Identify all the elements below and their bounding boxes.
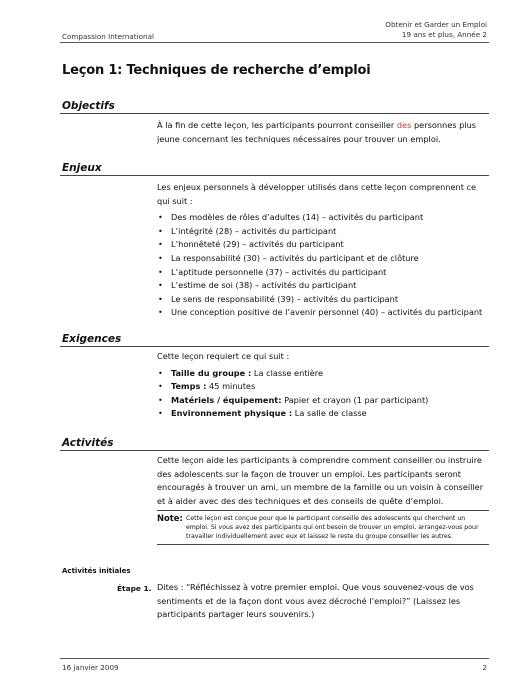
exigences-item-label: Environnement physique :: [171, 408, 293, 419]
section-heading-activites: Activités: [62, 437, 114, 449]
footer-page-number: 2: [482, 663, 487, 672]
note-label: Note:: [157, 513, 183, 523]
exigences-item-value: Papier et crayon (1 par participant): [281, 394, 429, 405]
activites-text: [157, 454, 487, 508]
note-text: Cette leçon est conçue pour que le participant conseille des adolescents qui cherchent un emploi. Si vous avez des participants qui ont besoin de trouver un emploi, arrangez-vous pour travailler individuellement avec eux et laissez le reste du groupe conseiller les autres.: [186, 515, 479, 541]
step-label: Étape 1.: [117, 584, 152, 593]
exigences-item-label: Taille du groupe :: [171, 367, 252, 378]
footer-rule: [60, 658, 489, 659]
enjeux-item: • L’estime de soi (38) – activités du participant: [157, 279, 487, 293]
enjeux-item: • Des modèles de rôles d’adultes (14) – activités du participant: [157, 211, 487, 225]
enjeux-block: [157, 181, 487, 320]
note-bottom-rule: [157, 544, 489, 545]
objectifs-highlight: des: [396, 120, 412, 130]
exigences-block: [157, 350, 487, 421]
section-rule-objectifs: [60, 113, 489, 114]
enjeux-item: • L’aptitude personnelle (37) – activités du participant: [157, 266, 487, 280]
section-rule-enjeux: [60, 175, 489, 176]
exigences-list: [157, 367, 487, 421]
header-course-title: Obtenir et Garder un Emploi: [385, 20, 487, 29]
lesson-title: Leçon 1: Techniques de recherche d’emploi: [62, 63, 371, 78]
step-text: Dites : “Réfléchissez à votre premier emploi. Que vous souvenez-vous de vos sentiments et de la façon dont vous avez décroché l’emploi?” (Laissez les participants partager leurs souvenirs.): [157, 582, 474, 620]
section-heading-objectifs: Objectifs: [62, 100, 115, 112]
enjeux-item: • L’honnêteté (29) – activités du participant: [157, 238, 487, 252]
objectifs-text-before: À la fin de cette leçon, les participants pourront conseiller: [157, 120, 397, 130]
exigences-item: [157, 394, 487, 408]
note-top-rule: [157, 510, 489, 511]
enjeux-intro: Les enjeux personnels à développer utilisés dans cette leçon comprennent ce qui suit :: [157, 182, 477, 206]
header-course: [385, 20, 487, 39]
section-heading-exigences: Exigences: [62, 333, 122, 345]
objectifs-text-after: personnes plus jeune concernant les techniques nécessaires pour trouver un emploi.: [157, 120, 477, 144]
objectifs-text: [157, 119, 487, 146]
section-heading-enjeux: Enjeux: [62, 162, 102, 174]
enjeux-item: • L’intégrité (28) – activités du participant: [157, 225, 487, 239]
exigences-item-value: La classe entière: [251, 367, 324, 378]
footer-date: 16 janvier 2009: [62, 663, 119, 672]
exigences-item: [157, 380, 487, 394]
exigences-item: [157, 407, 487, 421]
header-organization: Compassion International: [62, 32, 154, 41]
enjeux-list: [157, 211, 487, 320]
exigences-item: [157, 367, 487, 381]
exigences-item-value: 45 minutes: [206, 381, 256, 392]
header-rule: [60, 42, 489, 43]
header-course-level: 19 ans et plus, Année 2: [401, 29, 487, 39]
exigences-item-value: La salle de classe: [292, 408, 367, 419]
enjeux-item: • Une conception positive de l’avenir personnel (40) – activités du participant: [157, 306, 487, 320]
enjeux-item: • La responsabilité (30) – activités du participant et de clôture: [157, 252, 487, 266]
exigences-item-label: Matériels / équipement:: [171, 394, 282, 405]
exigences-item-label: Temps :: [171, 381, 207, 392]
section-rule-exigences: [60, 346, 489, 347]
activites-paragraph: Cette leçon aide les participants à comprendre comment conseiller ou instruire des adolescents sur la façon de trouver un emploi. Les participants seront encouragés à trouver un ami, un membre de la famille ou un voisin à conseiller et à aider avec des des techniques et des conseils de quête d’emploi.: [157, 455, 484, 506]
exigences-intro: Cette leçon requiert ce qui suit :: [157, 351, 290, 361]
enjeux-item: • Le sens de responsabilité (39) – activités du participant: [157, 293, 487, 307]
section-rule-activites: [60, 450, 489, 451]
initiales-heading: Activités initiales: [62, 567, 131, 575]
